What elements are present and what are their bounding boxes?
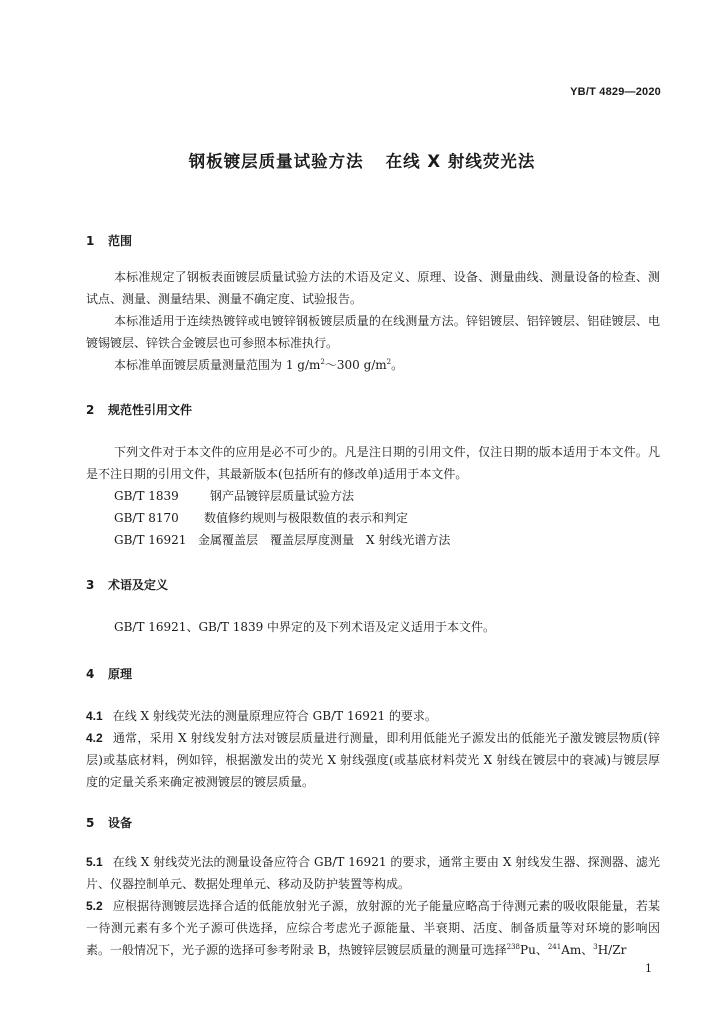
section-title: 设备: [108, 816, 133, 830]
superscript: 2: [386, 358, 392, 366]
clause-5-1: [86, 851, 660, 895]
clause-number: 5.1: [86, 855, 103, 869]
isotope-symbol: Pu、: [520, 943, 548, 957]
scope-range-text: 本标准单面镀层质量测量范围为 1 g/m: [114, 358, 321, 372]
clause-text: 在线 X 射线荧光法的测量原理应符合 GB/T 16921 的要求。: [112, 709, 437, 723]
scope-paragraph-3: [86, 354, 660, 376]
section-title: 术语及定义: [108, 578, 169, 592]
isotope-symbol: H/Zr: [597, 943, 627, 957]
document-title: [0, 148, 724, 172]
section-number: 2: [86, 403, 95, 417]
section-heading-terms: [86, 576, 168, 593]
normative-intro: 下列文件对于本文件的应用是必不可少的。凡是注日期的引用文件，仅注日期的版本适用于本文件。凡是不注日期的引用文件，其最新版本(包括所有的修改单)适用于本文件。: [86, 445, 660, 481]
clause-text: 应根据待测镀层选择合适的低能放射光子源，放射源的光子能量应略高于待测元素的吸收限能量，若某一待测元素有多个光子源可供选择，应综合考虑光子源能量、半衰期、活度、制备质量等对环境的影响因素。一般情况下，光子源的选择可参考附录 B，热镀锌层镀层质量的测量可选择: [86, 899, 660, 957]
section-title: 规范性引用文件: [108, 403, 193, 417]
clause-number: 4.1: [86, 709, 103, 723]
clause-4-2: [86, 727, 660, 793]
section-heading-scope: [86, 232, 132, 249]
scope-range-text: 。: [391, 358, 404, 372]
clause-number: 4.2: [86, 731, 103, 745]
standard-code: YB/T 4829—2020: [570, 86, 661, 98]
isotope-mass: 238: [506, 943, 521, 951]
isotope-mass: 3: [593, 943, 598, 951]
reference-code: GB/T 1839: [114, 489, 179, 503]
title-main: 钢板镀层质量试验方法: [188, 152, 364, 171]
isotope-symbol: Am、: [561, 943, 594, 957]
scope-paragraph-2: 本标准适用于连续热镀锌或电镀锌钢板镀层质量的在线测量方法。锌铝镀层、铝锌镀层、铝硅镀层、电镀锡镀层、锌铁合金镀层也可参照本标准执行。: [86, 314, 660, 350]
superscript: 2: [320, 358, 325, 366]
section-heading-normative: [86, 401, 192, 418]
scope-paragraph-1: 本标准规定了钢板表面镀层质量试验方法的术语及定义、原理、设备、测量曲线、测量设备的检查、测试点、测量、测量结果、测量不确定度、试验报告。: [86, 270, 660, 306]
section-number: 3: [86, 578, 95, 592]
clause-text: 在线 X 射线荧光法的测量设备应符合 GB/T 16921 的要求，通常主要由 X 射线发生器、探测器、滤光片、仪器控制单元、数据处理单元、移动及防护装置等构成。: [86, 855, 660, 891]
section-number: 4: [86, 667, 95, 681]
terms-paragraph: GB/T 16921、GB/T 1839 中界定的及下列术语及定义适用于本文件。: [114, 620, 496, 634]
reference-code: GB/T 16921: [114, 533, 187, 547]
section-heading-principle: [86, 665, 132, 682]
reference-title: 金属覆盖层 覆盖层厚度测量 X 射线光谱方法: [198, 533, 451, 547]
section-number: 1: [86, 234, 95, 248]
section-number: 5: [86, 816, 95, 830]
clause-text: 通常，采用 X 射线发射方法对镀层质量进行测量，即利用低能光子源发出的低能光子激发镀层物质(锌层)或基底材料，例如锌，根据激发出的荧光 X 射线强度(或基底材料荧光 X 射线在镀层中的衰减)与镀层厚度的定量关系来确定被测镀层的镀层质量。: [86, 731, 660, 789]
title-sub: 在线 X 射线荧光法: [385, 152, 536, 171]
section-heading-equipment: [86, 814, 132, 831]
reference-item: [114, 487, 354, 504]
section-title: 原理: [108, 667, 133, 681]
section-title: 范围: [108, 234, 133, 248]
scope-range-text: ～300 g/m: [324, 358, 387, 372]
reference-code: GB/T 8170: [114, 511, 179, 525]
reference-item: [114, 509, 408, 526]
clause-5-2: [86, 895, 660, 961]
reference-item: [114, 531, 450, 548]
reference-title: 数值修约规则与极限数值的表示和判定: [204, 511, 409, 525]
clause-number: 5.2: [86, 899, 103, 913]
isotope-mass: 241: [547, 943, 562, 951]
reference-title: 钢产品镀锌层质量试验方法: [210, 489, 355, 503]
page-number: 1: [645, 962, 652, 975]
clause-4-1: [86, 705, 660, 727]
